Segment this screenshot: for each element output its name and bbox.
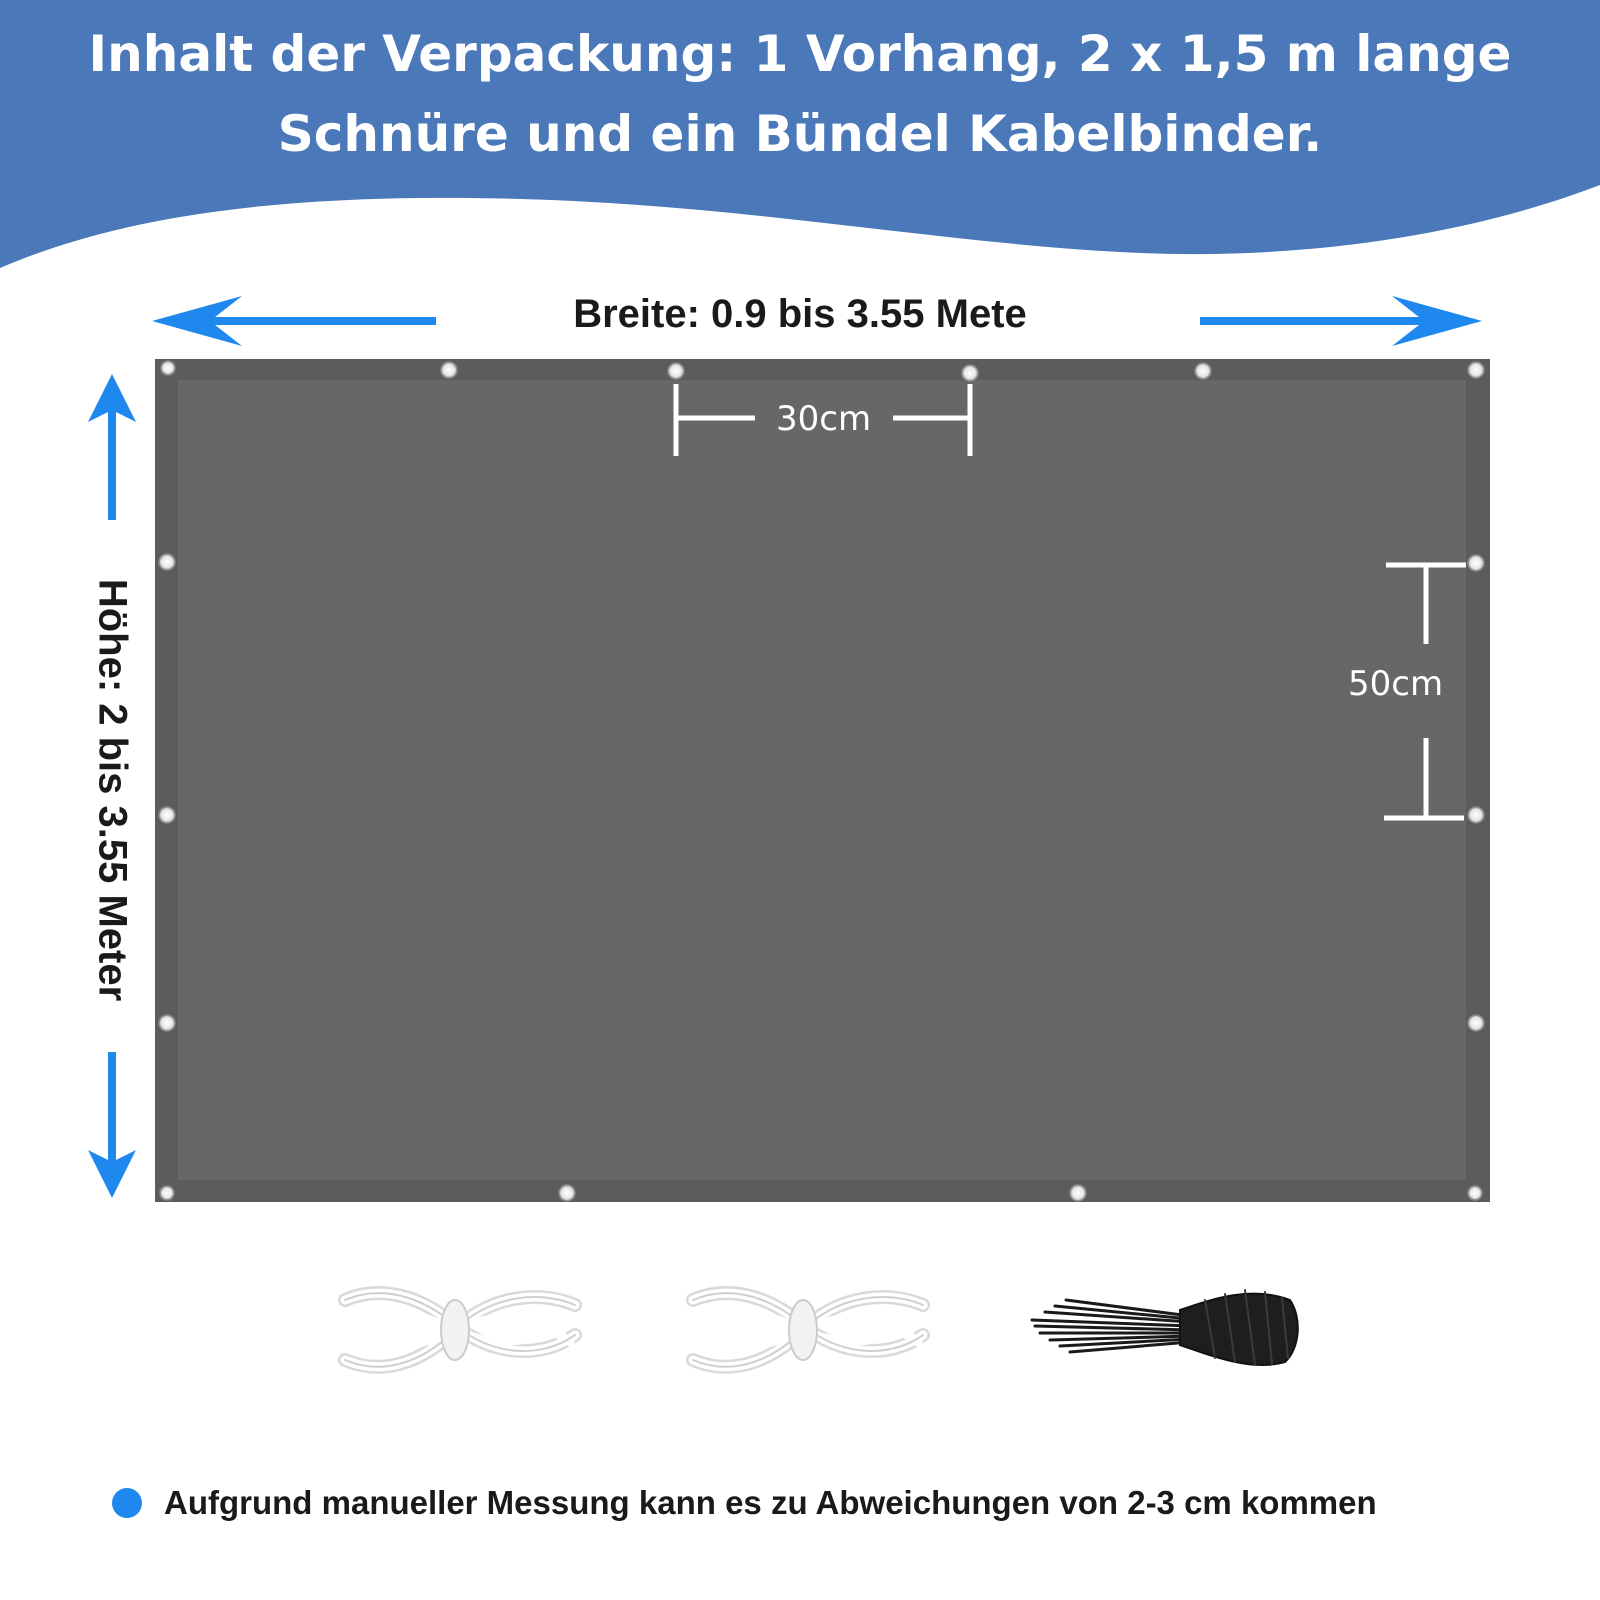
grommet-icon xyxy=(1195,363,1211,379)
grommet-icon xyxy=(1070,1185,1086,1201)
height-arrow-up-icon xyxy=(88,374,136,520)
white-rope-icon xyxy=(693,1293,923,1367)
grommet-icon xyxy=(1468,1186,1482,1200)
grommet-icon xyxy=(1468,362,1484,378)
grommet-icon xyxy=(159,554,175,570)
headline-line-2: Schnüre und ein Bündel Kabelbinder. xyxy=(277,105,1323,163)
height-arrow-down-icon xyxy=(88,1052,136,1198)
height-range-text: Höhe: 2 bis 3.55 Meter xyxy=(90,578,135,1002)
grommet-spacing-vertical-label: 50cm xyxy=(1348,664,1444,704)
headline-line-1: Inhalt der Verpackung: 1 Vorhang, 2 x 1,5 m lange xyxy=(88,25,1512,83)
measurement-note xyxy=(112,1484,1377,1522)
grommet-icon xyxy=(962,365,978,381)
grommet-icon xyxy=(668,363,684,379)
grommet-icon xyxy=(159,1015,175,1031)
grommet-icon xyxy=(1468,807,1484,823)
width-arrow-left-icon xyxy=(152,296,436,346)
grommet-spacing-horizontal-label: 30cm xyxy=(776,399,872,439)
grommet-icon xyxy=(559,1185,575,1201)
grommet-icon xyxy=(1468,555,1484,571)
grommet-icon xyxy=(159,807,175,823)
width-range-label: Breite: 0.9 bis 3.55 Mete xyxy=(573,292,1027,336)
measurement-note-text: Aufgrund manueller Messung kann es zu Abweichungen von 2-3 cm kommen xyxy=(164,1484,1377,1521)
white-rope-icon xyxy=(345,1293,575,1367)
width-arrow-right-icon xyxy=(1200,296,1482,346)
curtain-panel xyxy=(155,359,1490,1202)
bullet-dot-icon xyxy=(112,1488,142,1518)
black-cable-ties-icon xyxy=(1032,1290,1298,1365)
grommet-icon xyxy=(161,361,175,375)
grommet-icon xyxy=(441,362,457,378)
grommet-icon xyxy=(160,1186,174,1200)
grommet-icon xyxy=(1468,1015,1484,1031)
